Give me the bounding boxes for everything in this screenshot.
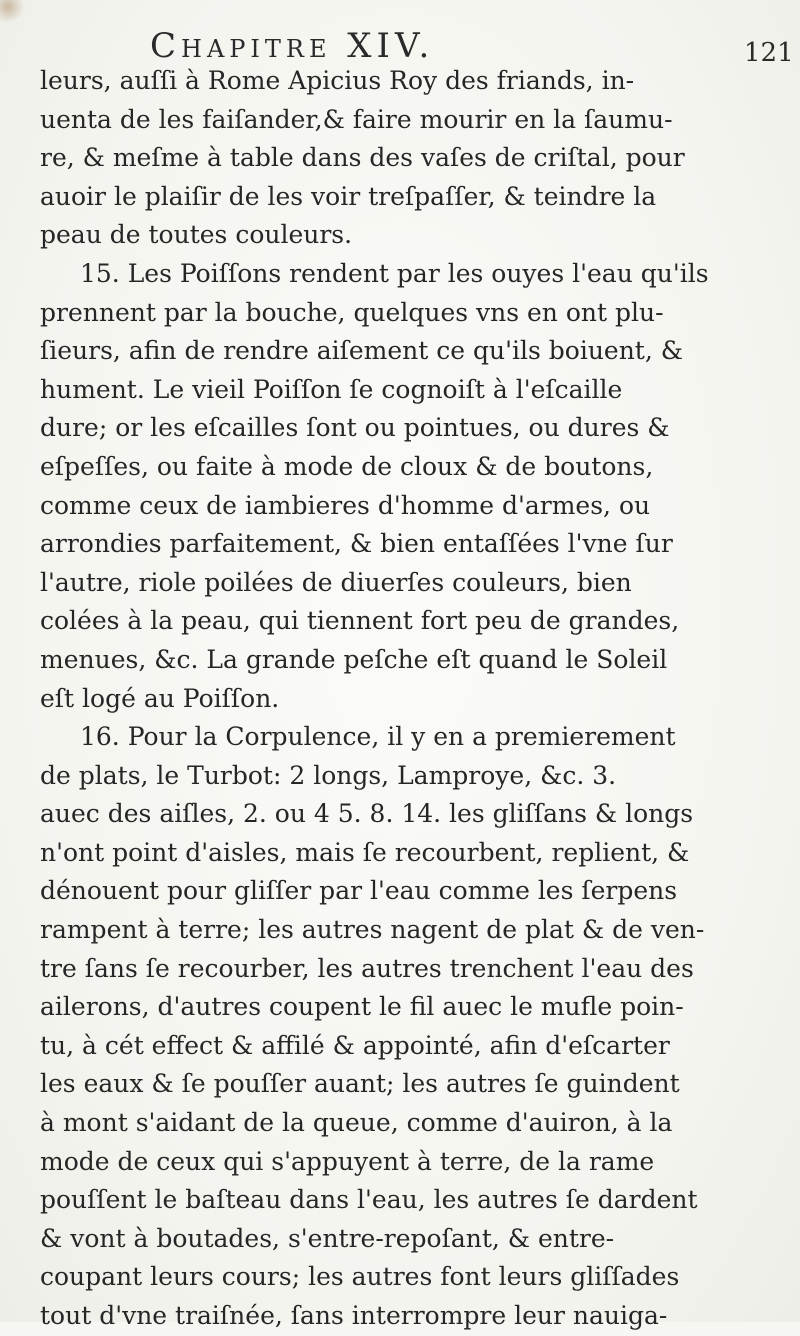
text-line: uenta de les faiſander,& faire mourir en la ſaumu- [40,104,673,134]
text-line: coupant leurs cours; les autres font leurs gliſſades [40,1262,680,1292]
running-head: Chapitre XIV. [150,26,435,66]
text-line: à mont s'aidant de la queue, comme d'auiron, à la [40,1108,673,1138]
text-line: l'autre, riole poilées de diuerſes couleurs, bien [40,567,632,597]
text-line: colées à la peau, qui tiennent fort peu de grandes, [40,606,680,636]
text-line: les eaux & ſe pouſſer auant; les autres ſe guindent [40,1069,680,1099]
text-line: ailerons, d'autres coupent le fil auec le mufle poin- [40,992,684,1022]
text-line: auec des aiſles, 2. ou 4 5. 8. 14. les gliſſans & longs [40,799,694,829]
text-line: eſpeſſes, ou faite à mode de cloux & de boutons, [40,451,654,481]
page-number: 121 [744,38,794,68]
text-line: rampent à terre; les autres nagent de plat & de ven- [40,915,705,945]
text-line: prennent par la bouche, quelques vns en ont plu- [40,297,664,327]
text-line: arrondies parfaitement, & bien entaſſées l'vne ſur [40,529,673,559]
text-line: pouſſent le baſteau dans l'eau, les autres ſe dardent [40,1185,698,1215]
text-line: & vont à boutades, s'entre-repoſant, & entre- [40,1223,615,1253]
paragraph-start-16: 16. Pour la Corpulence, il y en a premierement [80,722,676,752]
text-line: re, & meſme à table dans des vaſes de criſtal, pour [40,143,685,173]
paragraph-start-15: 15. Les Poiſſons rendent par les ouyes l'eau qu'ils [80,258,709,288]
text-line: hument. Le vieil Poiſſon ſe cognoiſt à l'eſcaille [40,374,623,404]
text-line: dénouent pour gliſſer par l'eau comme les ſerpens [40,876,678,906]
text-line: tout d'vne traiſnée, ſans interrompre leur nauiga- [40,1301,668,1330]
text-line: peau de toutes couleurs. [40,220,353,250]
text-line: menues, &c. La grande peſche eſt quand le Soleil [40,644,668,674]
text-line: comme ceux de iambieres d'homme d'armes, ou [40,490,651,520]
text-line: n'ont point d'aisles, mais ſe recourbent, replient, & [40,837,690,867]
text-line: de plats, le Turbot: 2 longs, Lamproye, &c. 3. [40,760,617,790]
text-line: leurs, auſſi à Rome Apicius Roy des friands, in- [40,66,635,95]
text-line: dure; or les eſcailles ſont ou pointues, ou dures & [40,413,670,443]
text-line: eſt logé au Poiſſon. [40,683,280,713]
body-text [40,62,780,1336]
text-line: ſieurs, afin de rendre aiſement ce qu'ils boiuent, & [40,336,684,366]
text-line: tre ſans ſe recourber, les autres trenchent l'eau des [40,953,694,983]
text-line: auoir le plaiſir de les voir treſpaſſer, & teindre la [40,181,657,211]
text-line: mode de ceux qui s'appuyent à terre, de la rame [40,1146,655,1176]
text-line: tu, à cét effect & affilé & appointé, afin d'eſcarter [40,1030,670,1060]
